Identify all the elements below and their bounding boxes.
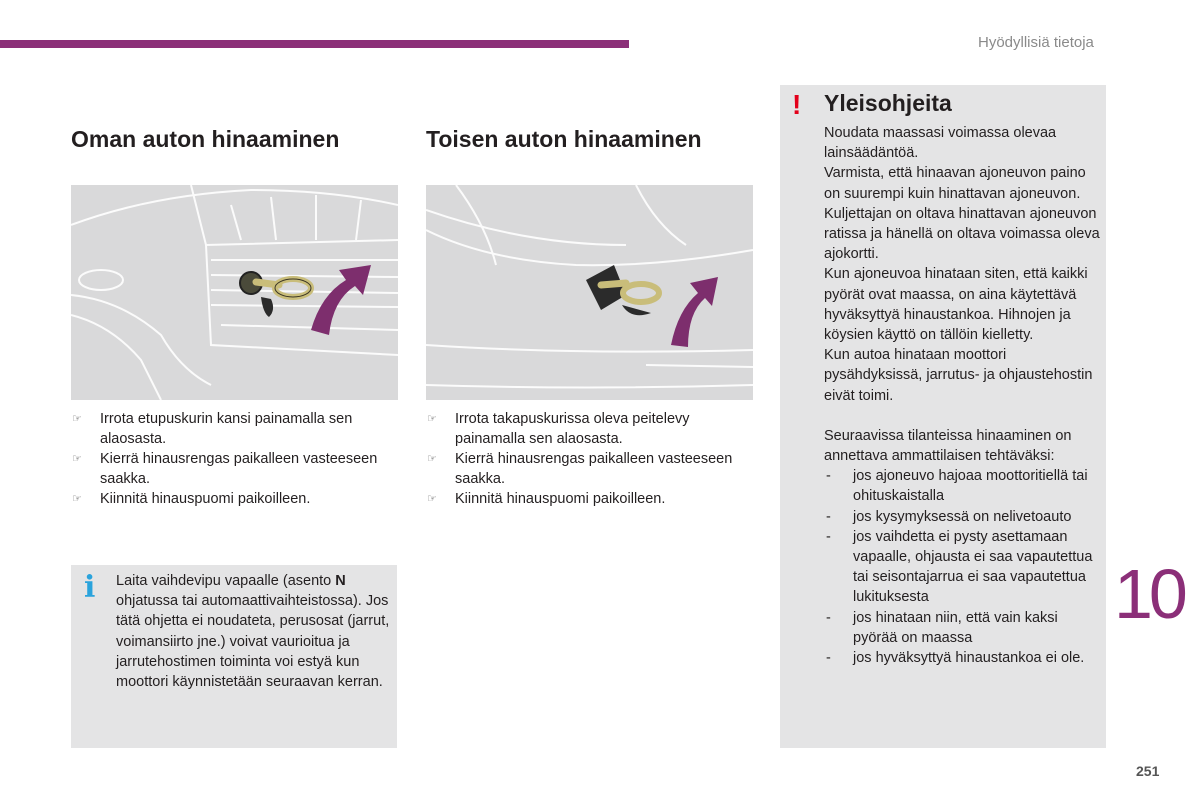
info-box	[71, 565, 397, 748]
warning-box	[780, 85, 1106, 748]
rear-towing-illustration	[426, 185, 753, 400]
list-item: ☞ Irrota takapuskurissa oleva peitelevy painamalla sen alaosasta.	[427, 411, 690, 447]
warning-paragraph: Kun ajoneuvoa hinataan siten, että kaikki pyörät ovat maassa, on aina käytettävä hyväksyttyä hinaustankoa. Hihnojen ja köysien käyttö on tällöin kielletty.	[824, 266, 1088, 344]
list-item: - jos hinataan niin, että vain kaksi pyörää on maassa	[826, 609, 1058, 646]
warning-paragraph: Varmista, että hinaavan ajoneuvon paino on suurempi kuin hinattavan ajoneuvon.	[824, 165, 1086, 202]
warning-paragraph: Kun autoa hinataan moottori pysähdyksissä, jarrutus- ja ohjaustehostin eivät toimi.	[824, 347, 1093, 404]
arrow-bullet-icon: ☞	[427, 493, 437, 505]
list-item: - jos kysymyksessä on nelivetoauto	[826, 508, 1072, 525]
front-towing-steps	[71, 409, 401, 509]
chapter-number: 10	[1114, 555, 1184, 633]
info-text: Laita vaihdevipu vapaalle (asento N ohjatussa tai automaattivaihteistossa). Jos tätä ohjetta ei noudateta, perusosat (jarrut, voimansiirto jne.) voivat vaurioitua ja jarrutehostimen toiminta voi estyä kun moottori käynnistetään seuraavan kerran.	[116, 573, 390, 691]
rear-towing-steps	[426, 409, 756, 509]
rear-towing-title: Toisen auton hinaaminen	[426, 126, 702, 152]
list-item: ☞ Kiinnitä hinauspuomi paikoilleen.	[72, 491, 311, 507]
warning-list	[824, 466, 1102, 668]
chapter-color-bar	[0, 40, 629, 48]
warning-text	[824, 123, 1102, 668]
warning-title: Yleisohjeita	[824, 90, 952, 116]
rear-bumper-drawing	[426, 185, 753, 400]
section-label: Hyödyllisiä tietoja	[978, 34, 1094, 51]
front-towing-title: Oman auton hinaaminen	[71, 126, 340, 152]
list-item: - jos vaihdetta ei pysty asettamaan vapaalle, ohjausta ei saa vapautettua tai seisontajarrua ei saa vapautettua lukituksesta	[826, 528, 1093, 606]
warning-icon: !	[792, 89, 802, 120]
list-item: - jos hyväksyttyä hinaustankoa ei ole.	[826, 650, 1085, 667]
list-item: ☞ Kierrä hinausrengas paikalleen vasteeseen saakka.	[427, 451, 733, 487]
arrow-bullet-icon: ☞	[72, 413, 82, 425]
arrow-bullet-icon: ☞	[427, 453, 437, 465]
front-bumper-drawing	[71, 185, 398, 400]
arrow-bullet-icon: ☞	[427, 413, 437, 425]
list-item: ☞ Kierrä hinausrengas paikalleen vasteeseen saakka.	[72, 451, 378, 487]
list-item: - jos ajoneuvo hajoaa moottoritiellä tai ohituskaistalla	[826, 468, 1088, 505]
warning-paragraph: Kuljettajan on oltava hinattavan ajoneuvon ratissa ja hänellä on oltava voimassa oleva ajokortti.	[824, 205, 1100, 263]
page-number: 251	[1136, 763, 1160, 779]
front-towing-illustration	[71, 185, 398, 400]
list-item: ☞ Kiinnitä hinauspuomi paikoilleen.	[427, 491, 666, 507]
list-item: ☞ Irrota etupuskurin kansi painamalla sen alaosasta.	[72, 411, 353, 447]
warning-paragraph: Noudata maassasi voimassa olevaa lainsäädäntöä.	[824, 125, 1057, 162]
arrow-bullet-icon: ☞	[72, 493, 82, 505]
info-icon: i	[84, 570, 96, 605]
arrow-bullet-icon: ☞	[72, 453, 82, 465]
warning-list-intro: Seuraavissa tilanteissa hinaaminen on annettava ammattilaisen tehtäväksi:	[824, 427, 1072, 465]
